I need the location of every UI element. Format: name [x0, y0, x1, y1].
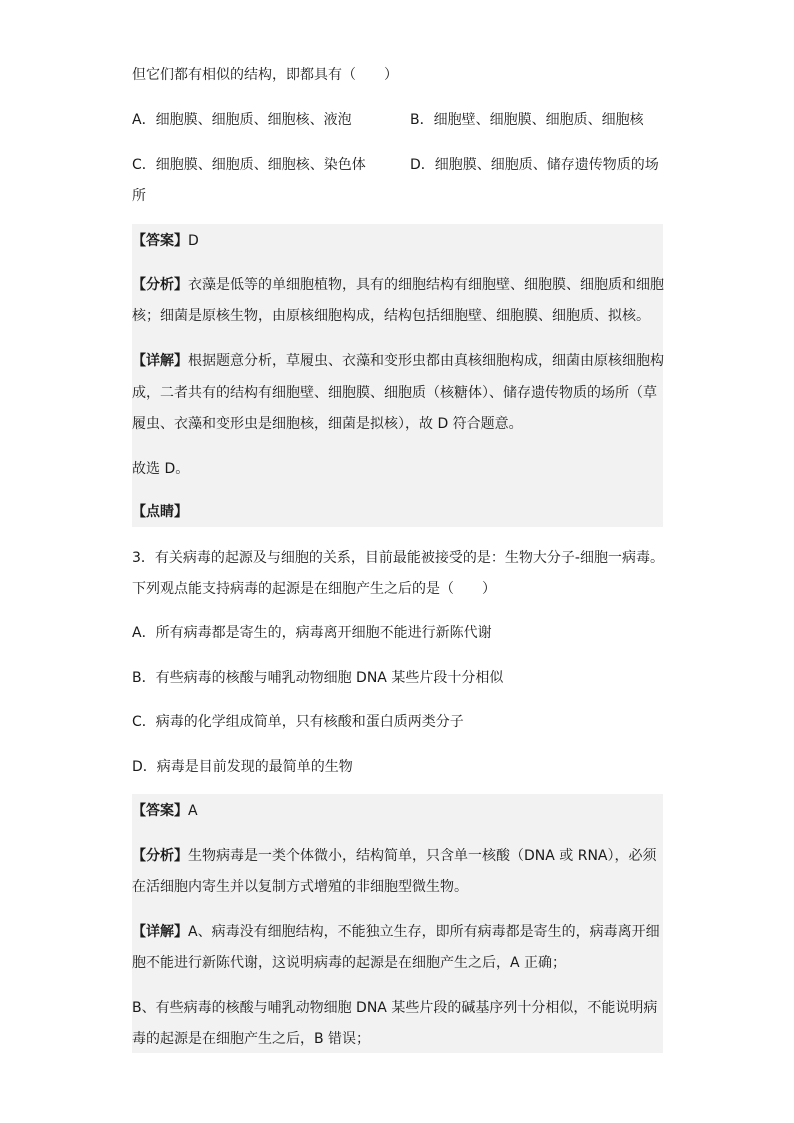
q3-detail-b-cont: 毒的起源是在细胞产生之后，B 错误； — [132, 1031, 371, 1047]
answer-value: A — [188, 803, 198, 819]
q2-analysis-cont: 核；细菌是原核生物，由原核细胞构成，结构包括细胞壁、细胞膜、细胞质、拟核。 — [132, 308, 650, 324]
q3-detail-a-cont: 胞不能进行新陈代谢，这说明病毒的起源是在细胞产生之后，A 正确； — [132, 955, 567, 971]
q3-stem-cont: 下列观点能支持病毒的起源是在细胞产生之后的是（ ） — [132, 581, 496, 597]
analysis-tag: 【分析】 — [132, 848, 188, 864]
q2-detail — [132, 351, 664, 371]
q3-analysis — [132, 846, 657, 866]
q2-solution-block — [132, 224, 663, 527]
answer-tag: 【答案】 — [132, 233, 188, 249]
q3-option-d: D．病毒是目前发现的最简单的生物 — [132, 759, 353, 775]
q3-analysis-cont: 在活细胞内寄生并以复制方式增殖的非细胞型微生物。 — [132, 879, 468, 895]
q3-option-a: A．所有病毒都是寄生的，病毒离开细胞不能进行新陈代谢 — [132, 625, 492, 641]
q3-answer — [132, 801, 198, 821]
analysis-text: 生物病毒是一类个体微小，结构简单，只含单一核酸（DNA 或 RNA），必须 — [188, 848, 657, 864]
analysis-tag: 【分析】 — [132, 277, 188, 293]
q3-stem: 3．有关病毒的起源及与细胞的关系，目前最能被接受的是：生物大分子-细胞一病毒。 — [132, 550, 664, 566]
answer-value: D — [188, 233, 199, 249]
detail-text: A、病毒没有细胞结构，不能独立生存，即所有病毒都是寄生的，病毒离开细 — [188, 924, 660, 940]
q2-option-a: A．细胞膜、细胞质、细胞核、液泡 — [132, 112, 352, 128]
q2-option-d-cont: 所 — [132, 188, 146, 204]
q3-detail-b: B、有些病毒的核酸与哺乳动物细胞 DNA 某些片段的碱基序列十分相似，不能说明病 — [132, 1000, 658, 1016]
q2-option-d: D．细胞膜、细胞质、储存遗传物质的场 — [410, 157, 659, 173]
analysis-text: 衣藻是低等的单细胞植物，具有的细胞结构有细胞壁、细胞膜、细胞质和细胞 — [188, 277, 664, 293]
q3-option-b: B．有些病毒的核酸与哺乳动物细胞 DNA 某些片段十分相似 — [132, 670, 504, 686]
detail-tag: 【详解】 — [132, 353, 188, 369]
detail-text: 根据题意分析，草履虫、衣藻和变形虫都由真核细胞构成，细菌由原核细胞构 — [188, 353, 664, 369]
q2-comment-tag: 【点睛】 — [132, 504, 188, 520]
q2-option-b: B．细胞壁、细胞膜、细胞质、细胞核 — [410, 112, 644, 128]
q2-answer — [132, 231, 199, 251]
q2-detail-cont-2: 履虫、衣藻和变形虫是细胞核，细菌是拟核），故 D 符合题意。 — [132, 416, 523, 432]
q2-stem: 但它们都有相似的结构，即都具有（ ） — [132, 67, 398, 83]
q3-option-c: C．病毒的化学组成简单，只有核酸和蛋白质两类分子 — [132, 714, 464, 730]
q2-conclusion: 故选 D。 — [132, 461, 190, 477]
q2-detail-cont-1: 成，二者共有的结构有细胞壁、细胞膜、细胞质（核糖体）、储存遗传物质的场所（草 — [132, 385, 657, 401]
q2-analysis — [132, 275, 664, 295]
detail-tag: 【详解】 — [132, 924, 188, 940]
q3-detail — [132, 922, 660, 942]
answer-tag: 【答案】 — [132, 803, 188, 819]
q2-option-c: C．细胞膜、细胞质、细胞核、染色体 — [132, 157, 366, 173]
